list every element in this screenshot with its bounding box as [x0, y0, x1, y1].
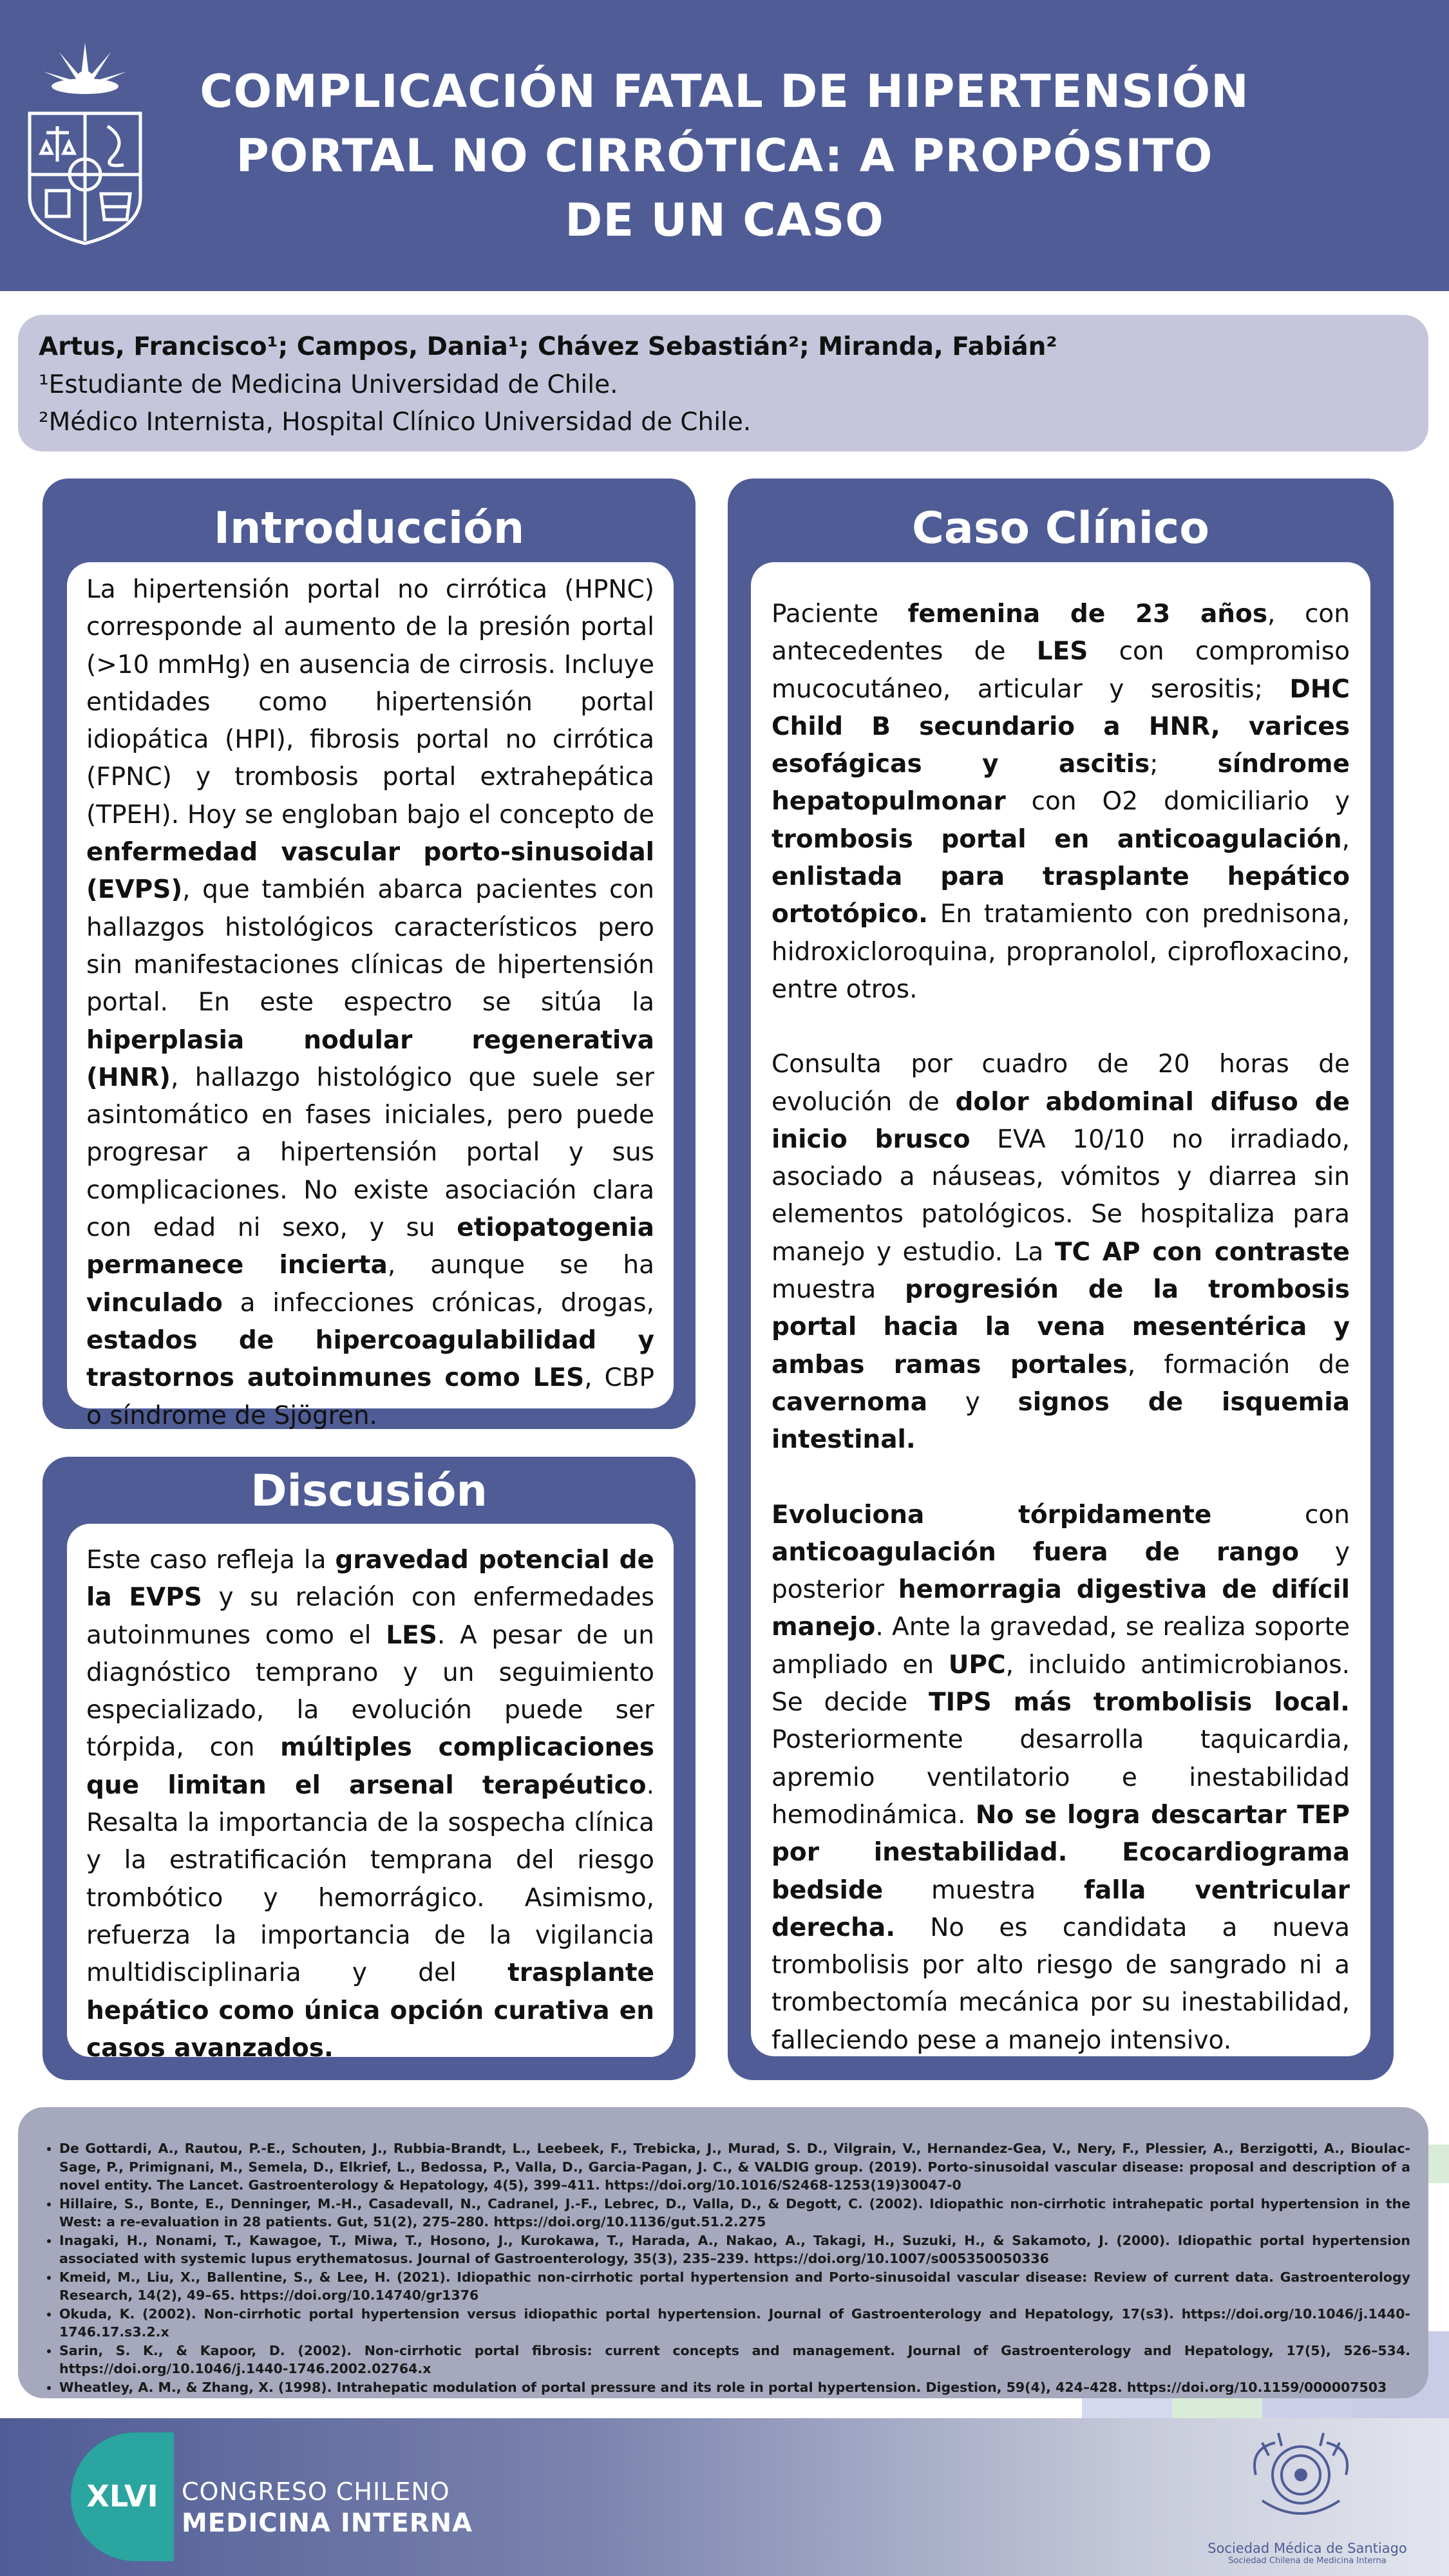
congress-line-1: CONGRESO CHILENO — [182, 2477, 450, 2506]
reference-item: • Inagaki, H., Nonami, T., Kawagoe, T., Miwa, T., Hosono, J., Kurokawa, T., Harada, A., Nakao, A., Takagi, H., Suzuki, H., & Sakamoto, J. (2000). Idiopathic portal hypertension associated with systemic lupus erythematosus. Journal of Gastroenterology, 35(3), 235–239. https://doi.org/10.1007/s005350050336 — [59, 2231, 1410, 2268]
clinical-case-text — [772, 596, 1350, 2060]
congress-mark: XLVI — [86, 2479, 158, 2514]
author-names: Artus, Francisco¹; Campos, Dania¹; Chávez Sebastián²; Miranda, Fabián² — [39, 332, 1057, 361]
discussion-body — [67, 1524, 674, 2063]
society-sub-line: Sociedad Chilena de Medicina Interna — [1228, 2556, 1387, 2566]
society-name — [1198, 2541, 1417, 2566]
case-paragraph-3: Evoluciona tórpidamente con anticoagulación fuera de rango y posterior hemorragia digestiva de difícil manejo. Ante la gravedad, se realiza soporte ampliado en UPC, incluido antimicrobianos. Se decide TIPS más trombolisis local. Posteriormente desarrolla taquicardia, apremio ventilatorio e inestabilidad hemodinámica. No se logra descartar TEP por inestabilidad. Ecocardiograma bedside muestra falla ventricular derecha. No es candidata a nueva trombolisis por alto riesgo de sangrado ni a trombectomía mecánica por su inestabilidad, falleciendo pese a manejo intensivo. — [772, 1500, 1350, 2055]
footer-banner — [0, 2418, 1449, 2576]
reference-item: • Hillaire, S., Bonte, E., Denninger, M.-H., Casadevall, N., Cadranel, J.-F., Lebrec, D., Valla, D., & Degott, C. (2002). Idiopathic non-cirrhotic intrahepatic portal hypertension in the West: a re-evaluation in 28 patients. Gut, 51(2), 275–280. https://doi.org/10.1136/gut.51.2.275 — [59, 2195, 1410, 2231]
reference-item: • De Gottardi, A., Rautou, P.-E., Schouten, J., Rubbia-Brandt, L., Leebeek, F., Trebicka, J., Murad, S. D., Vilgrain, V., Hernandez-Gea, V., Nery, F., Plessier, A., Berzigotti, A., Bioulac-Sage, P., Primignani, M., Semela, D., Elkrief, L., Bedossa, P., Valla, D., Garcia-Pagan, J. C., & VALDIG group. (2019). Porto-sinusoidal vascular disease: proposal and description of a novel entity. The Lancet. Gastroenterology & Hepatology, 4(5), 399–411. https://doi.org/10.1016/S2468-1253(19)30047-0 — [59, 2139, 1410, 2195]
poster-title: COMPLICACIÓN FATAL DE HIPERTENSIÓN PORTAL NO CIRRÓTICA: A PROPÓSITO DE UN CASO — [200, 65, 1249, 247]
discussion-text: Este caso refleja la gravedad potencial de la EVPS y su relación con enfermedades autoinmunes como el LES. A pesar de un diagnóstico temprano y un seguimiento especializado, la evolución puede ser tórpida, con múltiples complicaciones que limitan el arsenal terapéutico. Resalta la importancia de la sospecha clínica y la estratificación temprana del riesgo trombótico y hemorrágico. Asimismo, refuerza la importancia de la vigilancia multidisciplinaria y del trasplante hepático como única opción curativa en casos avanzados. — [86, 1546, 654, 2063]
affiliation-1: ¹Estudiante de Medicina Universidad de Chile. — [39, 370, 618, 399]
introduction-panel — [43, 478, 696, 1429]
congress-line-2: MEDICINA INTERNA — [182, 2508, 473, 2538]
clinical-case-title: Caso Clínico — [912, 503, 1209, 554]
references-list — [31, 2139, 1410, 2396]
reference-item: • Kmeid, M., Liu, X., Ballentine, S., & Lee, H. (2021). Idiopathic non-cirrhotic portal hypertension and Porto-sinusoidal vascular disease: Review of current data. Gastroenterology Research, 14(2), 49–65. https://doi.org/10.14740/gr1376 — [59, 2268, 1410, 2305]
university-crest-icon — [21, 36, 149, 249]
congress-logo-icon — [71, 2432, 174, 2561]
reference-item: • Wheatley, A. M., & Zhang, X. (1998). Intrahepatic modulation of portal pressure and its role in portal hypertension. Digestion, 59(4), 424–428. https://doi.org/10.1159/000007503 — [59, 2378, 1410, 2397]
discussion-panel — [43, 1457, 696, 2080]
introduction-text: La hipertensión portal no cirrótica (HPNC) corresponde al aumento de la presión portal (>10 mmHg) en ausencia de cirrosis. Incluye entidades como hipertensión portal idiopática (HPI), fibrosis portal no cirrótica (FPNC) y trombosis portal extrahepática (TPEH). Hoy se engloban bajo el concepto de enfermedad vascular porto-sinusoidal (EVPS), que también abarca pacientes con hallazgos histológicos característicos pero sin manifestaciones clínicas de hipertensión portal. En este espectro se sitúa la hiperplasia nodular regenerativa (HNR), hallazgo histológico que suele ser asintomático en fases iniciales, pero puede progresar a hipertensión portal y sus complicaciones. No existe asociación clara con edad ni sexo, y su etiopatogenia permanece incierta, aunque se ha vinculado a infecciones crónicas, drogas, estados de hipercoagulabilidad y trastornos autoinmunes como LES, CBP o síndrome de Sjögren. — [86, 575, 654, 1430]
society-name-line: Sociedad Médica de Santiago — [1208, 2541, 1407, 2556]
introduction-body — [67, 562, 674, 1430]
society-seal-icon — [1236, 2430, 1365, 2526]
clinical-case-panel — [728, 478, 1394, 2080]
discussion-title: Discusión — [251, 1466, 488, 1517]
reference-item: • Sarin, S. K., & Kapoor, D. (2002). Non-cirrhotic portal fibrosis: current concepts and management. Journal of Gastroenterology and Hepatology, 17(5), 526–534. https://doi.org/10.1046/j.1440-1746.2002.02764.x — [59, 2342, 1410, 2378]
introduction-title: Introducción — [213, 503, 525, 554]
header-banner — [0, 0, 1449, 291]
case-paragraph-1: Paciente femenina de 23 años, con antecedentes de LES con compromiso mucocutáneo, articular y serositis; DHC Child B secundario a HNR, varices esofágicas y ascitis; síndrome hepatopulmonar con O2 domiciliario y trombosis portal en anticoagulación, enlistada para trasplante hepático ortotópico. En tratamiento con prednisona, hidroxicloroquina, propranolol, ciprofloxacino, entre otros. — [772, 600, 1350, 1004]
authors-box — [18, 315, 1428, 451]
reference-item: • Okuda, K. (2002). Non-cirrhotic portal hypertension versus idiopathic portal hypertension. Journal of Gastroenterology and Hepatology, 17(s3). https://doi.org/10.1046/j.1440-1746.17.s3.2.x — [59, 2305, 1410, 2342]
references-box — [18, 2107, 1428, 2398]
affiliation-2: ²Médico Internista, Hospital Clínico Universidad de Chile. — [39, 408, 752, 437]
clinical-case-body — [751, 562, 1370, 2056]
congress-name — [182, 2476, 473, 2539]
case-paragraph-2: Consulta por cuadro de 20 horas de evolución de dolor abdominal difuso de inicio brusco EVA 10/10 no irradiado, asociado a náuseas, vómitos y diarrea sin elementos patológicos. Se hospitaliza para manejo y estudio. La TC AP con contraste muestra progresión de la trombosis portal hacia la vena mesentérica y ambas ramas portales, formación de cavernoma y signos de isquemia intestinal. — [772, 1050, 1350, 1455]
